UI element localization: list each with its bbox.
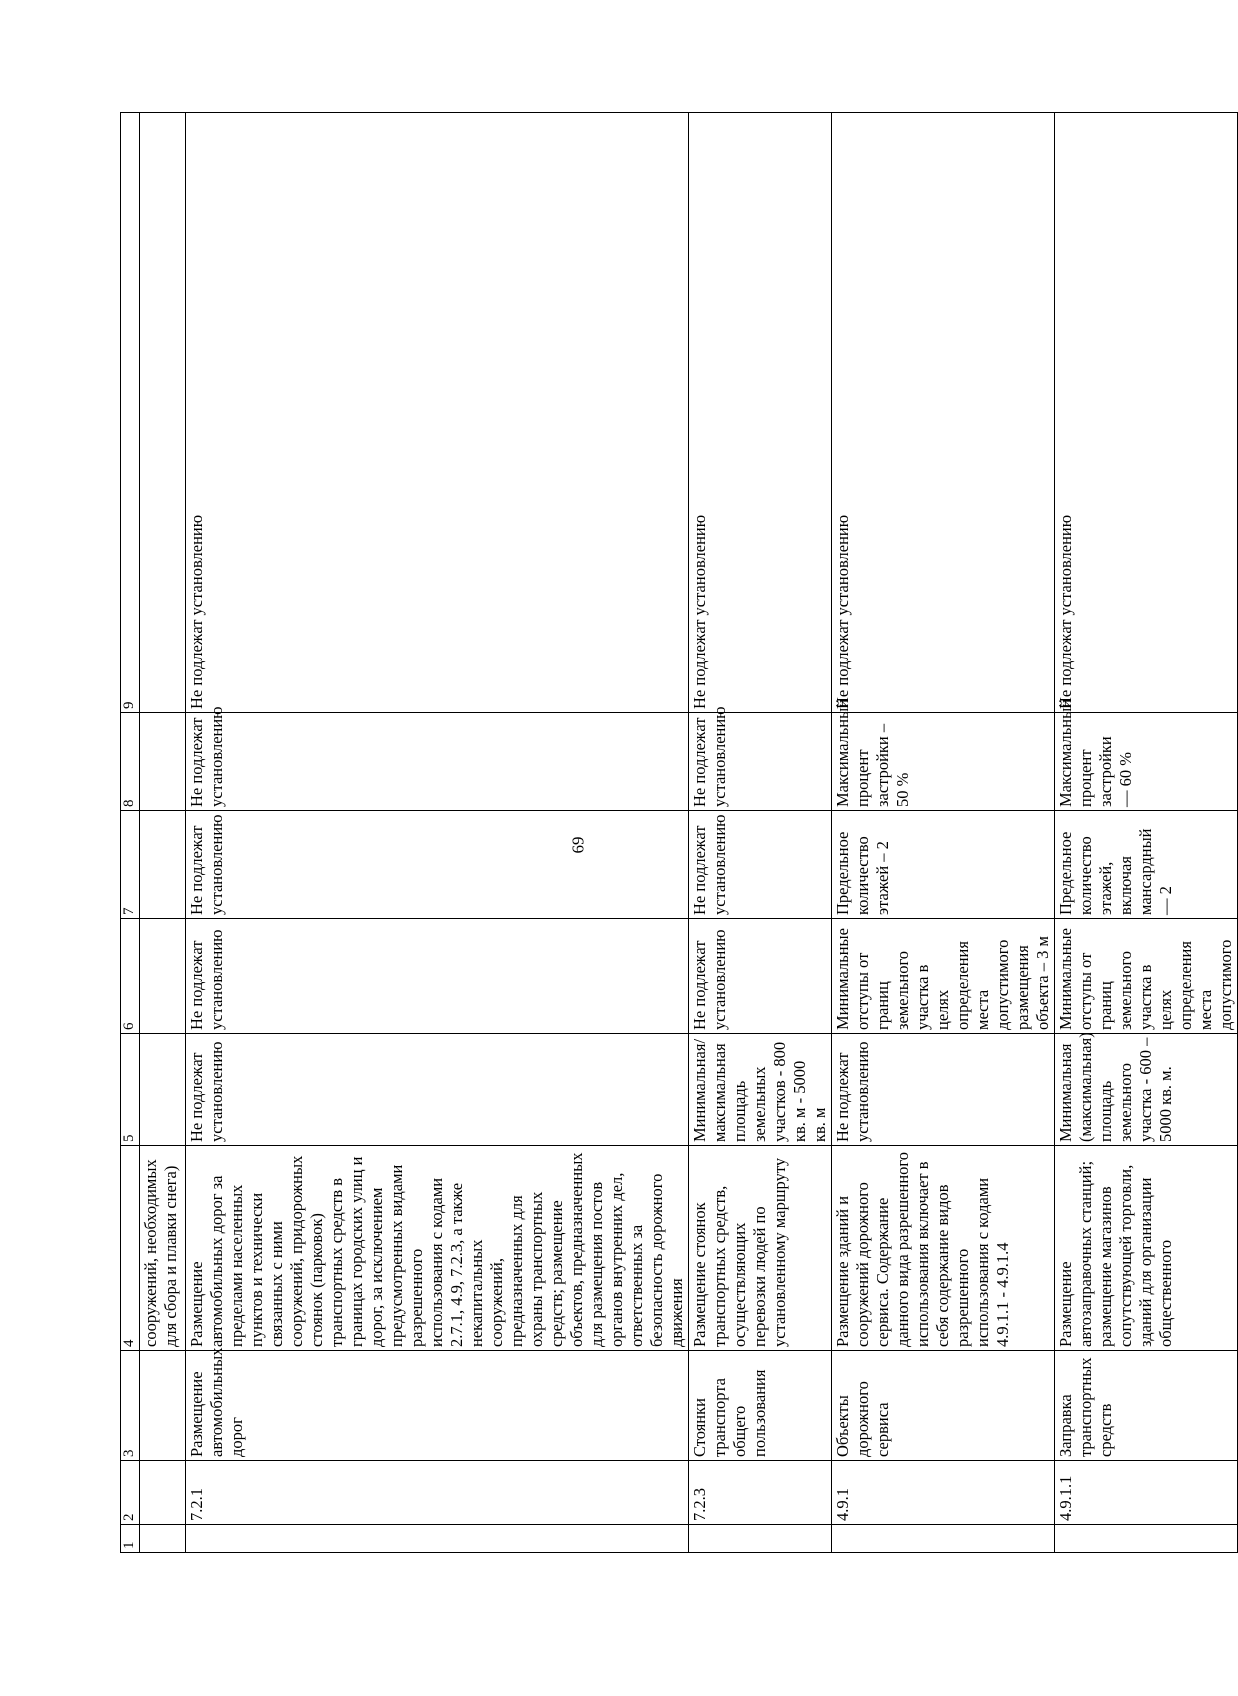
table-row [1055, 113, 1238, 1553]
column-number: 3 [121, 1351, 140, 1461]
use-name-cell: Объекты дорожного сервиса [832, 1351, 1055, 1461]
column-number: 8 [121, 713, 140, 811]
coverage-cell: Не подлежат установлению [186, 713, 689, 811]
row-number-cell [1055, 1525, 1238, 1553]
use-description-cell: сооружений, необходимых для сбора и плавки снега) [140, 1146, 186, 1351]
page-number: 69 [568, 836, 588, 854]
coverage-cell: Максимальный процент застройки — 60 % [1055, 713, 1238, 811]
code-cell: 7.2.1 [186, 1461, 689, 1525]
table-header-row [121, 113, 140, 1553]
use-name-cell [140, 1351, 186, 1461]
other-params-cell: Не подлежат установлению [1055, 113, 1238, 713]
code-cell: 4.9.1 [832, 1461, 1055, 1525]
use-description-cell: Размещение стоянок транспортных средств, осуществляющих перевозки людей по установленному маршруту [689, 1146, 832, 1351]
column-number: 9 [121, 113, 140, 713]
setbacks-cell: Минимальные отступы от границ земельного участка в целях определения места допустимого [1055, 919, 1238, 1034]
coverage-cell: Максимальный процент застройки – 50 % [832, 713, 1055, 811]
other-params-cell: Не подлежат установлению [689, 113, 832, 713]
row-number-cell [140, 1525, 186, 1553]
code-cell: 4.9.1.1 [1055, 1461, 1238, 1525]
setbacks-cell: Не подлежат установлению [186, 919, 689, 1034]
column-number: 5 [121, 1034, 140, 1146]
use-description-cell: Размещение зданий и сооружений дорожного сервиса. Содержание данного вида разрешенного использования включает в себя содержание видов разрешенного использования с кодами 4.9.1.1 - 4.9.1.4 [832, 1146, 1055, 1351]
plot-area-cell: Минимальная (максимальная) площадь земельного участка - 600 – 5000 кв. м. [1055, 1034, 1238, 1146]
plot-area-cell: Не подлежат установлению [186, 1034, 689, 1146]
coverage-cell: Не подлежат установлению [689, 713, 832, 811]
floors-cell: Не подлежат установлению [186, 811, 689, 919]
floors-cell [140, 811, 186, 919]
other-params-cell: Не подлежат установлению [186, 113, 689, 713]
code-cell [140, 1461, 186, 1525]
column-number: 6 [121, 919, 140, 1034]
plot-area-cell: Минимальная/максимальная площадь земельных участков - 800 кв. м - 5000 кв. м [689, 1034, 832, 1146]
column-number: 1 [121, 1525, 140, 1553]
code-cell: 7.2.3 [689, 1461, 832, 1525]
column-number: 2 [121, 1461, 140, 1525]
zoning-regulations-table [120, 112, 1238, 1553]
table-row [186, 113, 689, 1553]
other-params-cell: Не подлежат установлению [832, 113, 1055, 713]
use-name-cell: Заправка транспортных средств [1055, 1351, 1238, 1461]
table-row [689, 113, 832, 1553]
column-number: 7 [121, 811, 140, 919]
setbacks-cell [140, 919, 186, 1034]
setbacks-cell: Не подлежат установлению [689, 919, 832, 1034]
table-row [832, 113, 1055, 1553]
other-params-cell [140, 113, 186, 713]
floors-cell: Предельное количество этажей, включая мансардный — 2 [1055, 811, 1238, 919]
use-name-cell: Стоянки транспорта общего пользования [689, 1351, 832, 1461]
table-row [140, 113, 186, 1553]
row-number-cell [689, 1525, 832, 1553]
zoning-table-wrapper [120, 113, 1235, 1553]
row-number-cell [832, 1525, 1055, 1553]
use-description-cell: Размещение автозаправочных станций; размещение магазинов сопутствующей торговли, зданий для организации общественного [1055, 1146, 1238, 1351]
setbacks-cell: Минимальные отступы от границ земельного участка в целях определения места допустимого размещения объекта – 3 м [832, 919, 1055, 1034]
floors-cell: Не подлежат установлению [689, 811, 832, 919]
use-name-cell: Размещение автомобильных дорог [186, 1351, 689, 1461]
row-number-cell [186, 1525, 689, 1553]
column-number: 4 [121, 1146, 140, 1351]
floors-cell: Предельное количество этажей – 2 [832, 811, 1055, 919]
plot-area-cell: Не подлежат установлению [832, 1034, 1055, 1146]
coverage-cell [140, 713, 186, 811]
plot-area-cell [140, 1034, 186, 1146]
use-description-cell: Размещение автомобильных дорог за пределами населенных пунктов и технически связанных с ними сооружений, придорожных стоянок (парковок) транспортных средств в границах городских улиц и дорог, за исключением предусмотренных видами разрешенного использования с кодами 2.7.1, 4.9, 7.2.3, а также некапитальных сооружений, предназначенных для охраны транспортных средств; размещение объектов, предназначенных для размещения постов органов внутренних дел, ответственных за безопасность дорожного движения [186, 1146, 689, 1351]
